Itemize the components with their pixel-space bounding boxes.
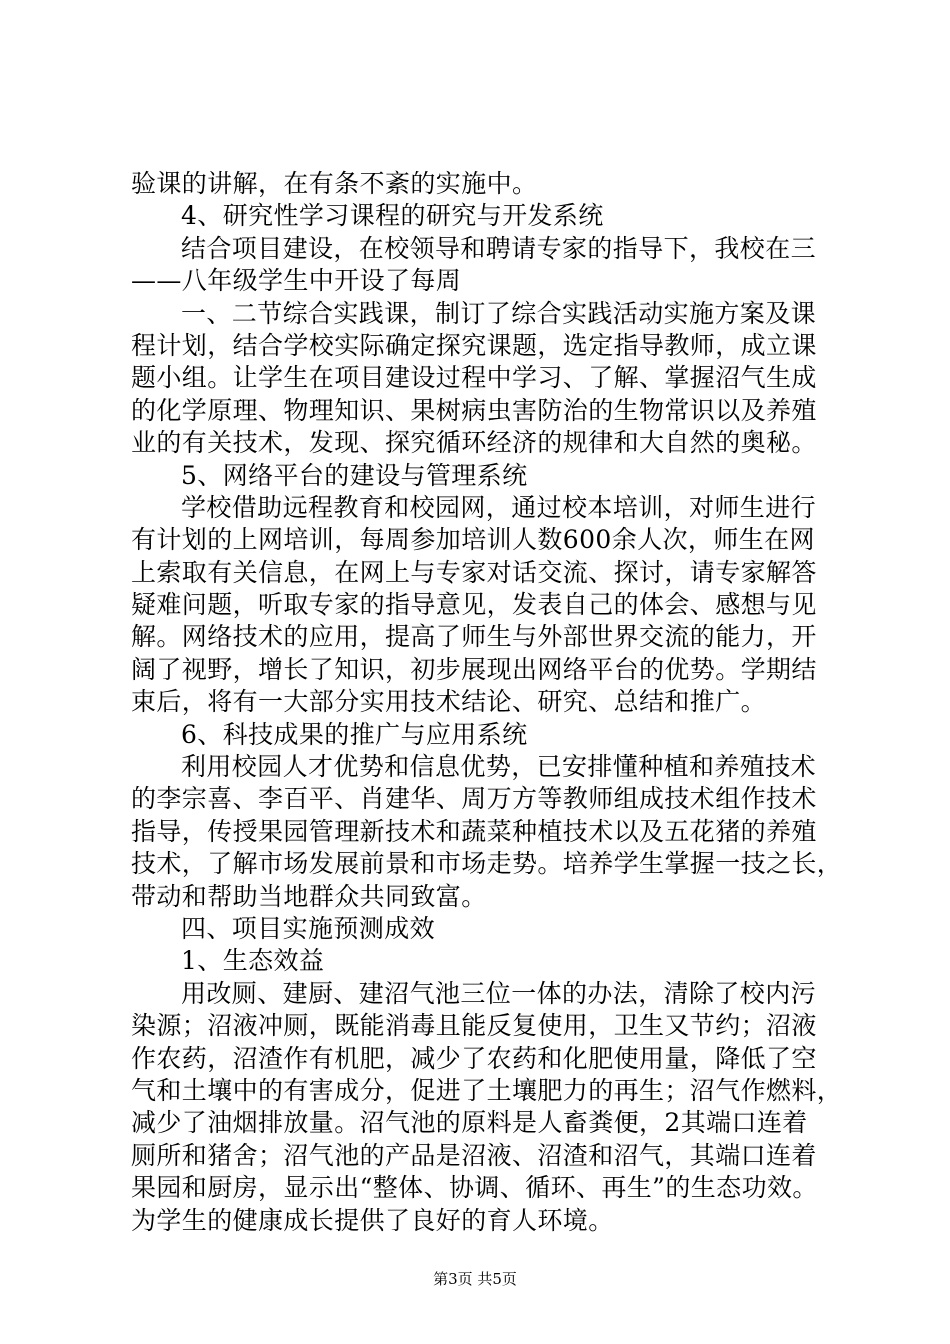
text-line: 为学生的健康成长提供了良好的育人环境。 xyxy=(131,1205,614,1235)
text-line: 程计划，结合学校实际确定探究课题，选定指导教师，成立课 xyxy=(131,330,817,360)
text-line: 5、网络平台的建设与管理系统 xyxy=(181,460,528,490)
text-line: 解。网络技术的应用，提高了师生与外部世界交流的能力，开 xyxy=(131,622,817,652)
text-line: 用改厕、建厨、建沼气池三位一体的办法，清除了校内污 xyxy=(181,978,817,1008)
text-line: 技术，了解市场发展前景和市场走势。培养学生掌握一技之长， xyxy=(131,849,843,879)
text-line: 带动和帮助当地群众共同致富。 xyxy=(131,881,487,911)
text-line: 6、科技成果的推广与应用系统 xyxy=(181,719,528,749)
text-line: 阔了视野，增长了知识，初步展现出网络平台的优势。学期结 xyxy=(131,654,817,684)
text-line: 上索取有关信息，在网上与专家对话交流、探讨，请专家解答 xyxy=(131,557,817,587)
text-line: 4、研究性学习课程的研究与开发系统 xyxy=(181,201,604,231)
text-line: ——八年级学生中开设了每周 xyxy=(131,266,462,296)
text-line: 的化学原理、物理知识、果树病虫害防治的生物常识以及养殖 xyxy=(131,395,817,425)
text-line: 1、生态效益 xyxy=(181,946,325,976)
text-line: 厕所和猪舍；沼气池的产品是沼液、沼渣和沼气，其端口连着 xyxy=(131,1140,817,1170)
text-line: 题小组。让学生在项目建设过程中学习、了解、掌握沼气生成 xyxy=(131,363,817,393)
text-line: 的李宗喜、李百平、肖建华、周万方等教师组成技术组作技术 xyxy=(131,784,817,814)
text-line: 作农药，沼渣作有机肥，减少了农药和化肥使用量，降低了空 xyxy=(131,1043,817,1073)
document-body xyxy=(131,168,859,1237)
text-line: 指导，传授果园管理新技术和蔬菜种植技术以及五花猪的养殖 xyxy=(131,816,817,846)
text-line: 学校借助远程教育和校园网，通过校本培训，对师生进行 xyxy=(181,492,817,522)
text-line: 疑难问题，听取专家的指导意见，发表自己的体会、感想与见 xyxy=(131,590,817,620)
text-line: 验课的讲解，在有条不紊的实施中。 xyxy=(131,169,538,198)
page-footer xyxy=(0,1268,950,1289)
text-line: 业的有关技术，发现、探究循环经济的规律和大自然的奥秘。 xyxy=(131,428,817,458)
text-line: 果园和厨房，显示出“整体、协调、循环、再生”的生态功效。 xyxy=(131,1173,818,1203)
text-line: 束后，将有一大部分实用技术结论、研究、总结和推广。 xyxy=(131,687,767,717)
text-line: 四、项目实施预测成效 xyxy=(181,913,436,943)
text-line: 减少了油烟排放量。沼气池的原料是人畜粪便，2其端口连着 xyxy=(131,1108,808,1138)
page-number: 第3页 共5页 xyxy=(433,1270,517,1288)
text-line: 利用校园人才优势和信息优势，已安排懂种植和养殖技术 xyxy=(181,752,817,782)
text-line: 有计划的上网培训，每周参加培训人数600余人次，师生在网 xyxy=(131,525,815,555)
text-line: 结合项目建设，在校领导和聘请专家的指导下，我校在三 xyxy=(181,233,817,263)
text-line: 一、二节综合实践课，制订了综合实践活动实施方案及课 xyxy=(181,298,817,328)
text-line: 气和土壤中的有害成分，促进了土壤肥力的再生；沼气作燃料， xyxy=(131,1075,843,1105)
text-line: 染源；沼液冲厕，既能消毒且能反复使用，卫生又节约；沼液 xyxy=(131,1011,817,1041)
